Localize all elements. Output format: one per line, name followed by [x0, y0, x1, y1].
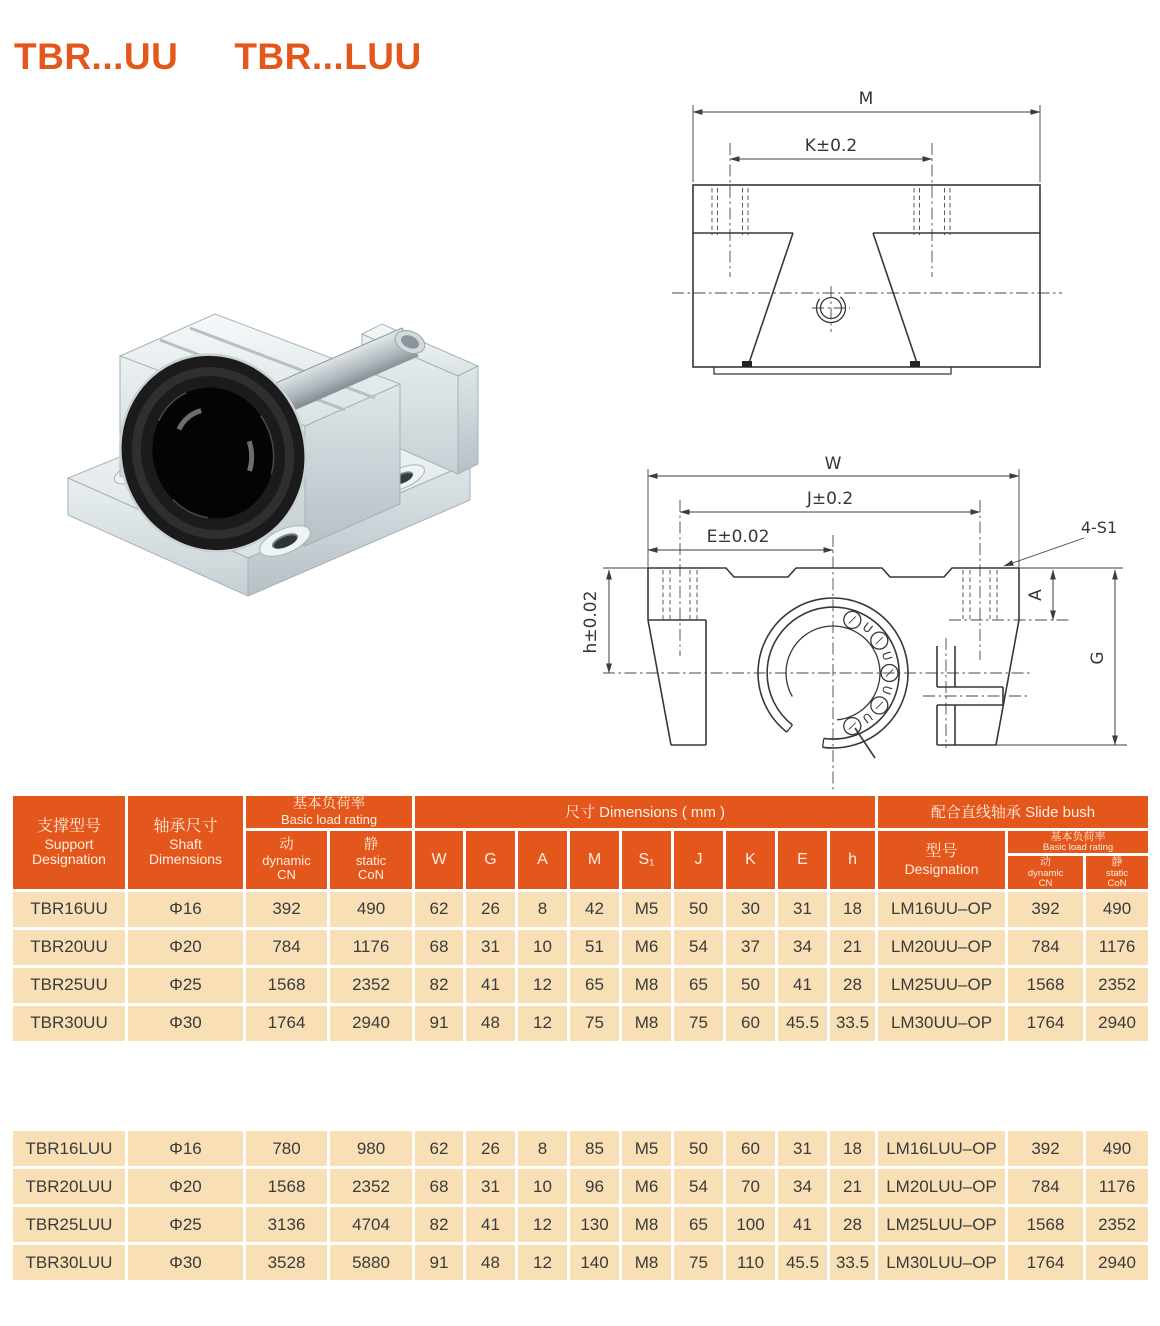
centerlines	[603, 500, 1072, 814]
table-cell: LM20LUU–OP	[877, 1168, 1007, 1206]
col-header-e: E	[777, 829, 829, 890]
table-cell: 68	[414, 1168, 465, 1206]
spec-table-uu	[10, 793, 1151, 1044]
col-header-dynamic: 动 dynamic CN	[245, 829, 329, 890]
table-cell: 100	[725, 1206, 777, 1244]
table-cell: 4704	[329, 1206, 414, 1244]
dim-label-s1: 4-S1	[1080, 518, 1118, 537]
table-cell: 48	[465, 1004, 517, 1042]
col-header-k: K	[725, 829, 777, 890]
table-cell: Φ16	[127, 890, 245, 928]
table-row	[12, 1004, 1150, 1042]
table-cell: 8	[517, 890, 569, 928]
table-cell: 1176	[329, 928, 414, 966]
table-cell: LM16UU–OP	[877, 890, 1007, 928]
table-cell: 41	[777, 966, 829, 1004]
table-cell: 54	[673, 1168, 725, 1206]
col-header-g: G	[465, 829, 517, 890]
dim-label-m: M	[858, 89, 874, 109]
table-cell: 2940	[1085, 1004, 1150, 1042]
col-header-static: 静 static CoN	[329, 829, 414, 890]
table-cell: 41	[465, 1206, 517, 1244]
table-cell: 33.5	[829, 1004, 877, 1042]
table-cell: 784	[245, 928, 329, 966]
table-cell: 3528	[245, 1244, 329, 1282]
hidden-hole-lines	[712, 188, 950, 235]
body-outline	[693, 185, 1040, 374]
table-cell: TBR30UU	[12, 1004, 127, 1042]
col-header-model: 型号 Designation	[877, 829, 1007, 890]
seal-glyph: U	[859, 619, 876, 637]
table-cell: 28	[829, 966, 877, 1004]
table-cell: M5	[621, 890, 673, 928]
table-cell: 12	[517, 1244, 569, 1282]
table-cell: Φ30	[127, 1244, 245, 1282]
dim-label-e: E±0.02	[706, 527, 770, 547]
seal-glyph: U	[859, 709, 876, 727]
table-cell: 18	[829, 890, 877, 928]
table-cell: 31	[465, 928, 517, 966]
table-cell: 60	[725, 1004, 777, 1042]
product-photo	[50, 216, 490, 621]
seal-glyph: U	[878, 649, 895, 663]
table-cell: 42	[569, 890, 621, 928]
table-cell: 50	[673, 890, 725, 928]
table-cell: 130	[569, 1206, 621, 1244]
dim-label-j: J±0.2	[806, 489, 854, 509]
table-cell: 1176	[1085, 1168, 1150, 1206]
spec-table-luu-wrap	[10, 1128, 1151, 1283]
table-cell: 75	[673, 1004, 725, 1042]
table-cell: 2940	[1085, 1244, 1150, 1282]
table-cell: 91	[414, 1244, 465, 1282]
table-cell: 10	[517, 1168, 569, 1206]
table-cell: 1764	[245, 1004, 329, 1042]
col-header-s1: S₁	[621, 829, 673, 890]
table-cell: 2352	[329, 1168, 414, 1206]
table-row	[12, 1206, 1150, 1244]
table-cell: 5880	[329, 1244, 414, 1282]
table-cell: 1568	[245, 1168, 329, 1206]
table-cell: 3136	[245, 1206, 329, 1244]
table-cell: 490	[1085, 1130, 1150, 1168]
table-cell: 392	[245, 890, 329, 928]
pillow-block-illustration	[50, 216, 490, 616]
table-cell: 140	[569, 1244, 621, 1282]
table-cell: 91	[414, 1004, 465, 1042]
hidden-hole-lines	[663, 570, 997, 619]
table-cell: 12	[517, 1004, 569, 1042]
table-cell: M5	[621, 1130, 673, 1168]
table-cell: 60	[725, 1130, 777, 1168]
table-cell: Φ20	[127, 928, 245, 966]
table-row	[12, 966, 1150, 1004]
table-cell: 2352	[1085, 1206, 1150, 1244]
table-row	[12, 928, 1150, 966]
table-cell: 70	[725, 1168, 777, 1206]
table-cell: Φ16	[127, 1130, 245, 1168]
table-cell: 82	[414, 1206, 465, 1244]
table-cell: 490	[329, 890, 414, 928]
table-cell: 75	[569, 1004, 621, 1042]
table-cell: 41	[777, 1206, 829, 1244]
table-cell: TBR20UU	[12, 928, 127, 966]
table-cell: 45.5	[777, 1244, 829, 1282]
table-cell: 31	[777, 890, 829, 928]
table-cell: 34	[777, 928, 829, 966]
table-cell: 82	[414, 966, 465, 1004]
table-cell: LM30LUU–OP	[877, 1244, 1007, 1282]
table-cell: 41	[465, 966, 517, 1004]
table-cell: 784	[1007, 1168, 1085, 1206]
col-header-m: M	[569, 829, 621, 890]
table-cell: 85	[569, 1130, 621, 1168]
table-cell: 31	[465, 1168, 517, 1206]
col-header-j: J	[673, 829, 725, 890]
col-header-support: 支撑型号 Support Designation	[12, 795, 127, 891]
dim-label-w: W	[824, 454, 842, 474]
table-cell: 18	[829, 1130, 877, 1168]
table-cell: 26	[465, 890, 517, 928]
col-header-dimensions: 尺寸 Dimensions ( mm )	[414, 795, 877, 830]
table-cell: 45.5	[777, 1004, 829, 1042]
top-view-drawing	[650, 85, 1125, 400]
table-cell: 1568	[1007, 966, 1085, 1004]
table-cell: 31	[777, 1130, 829, 1168]
table-cell: LM20UU–OP	[877, 928, 1007, 966]
table-cell: 75	[673, 1244, 725, 1282]
table-cell: 62	[414, 890, 465, 928]
dim-label-h: h±0.02	[581, 590, 601, 654]
table-cell: 780	[245, 1130, 329, 1168]
table-cell: 1176	[1085, 928, 1150, 966]
table-cell: 68	[414, 928, 465, 966]
table-cell: 54	[673, 928, 725, 966]
table-cell: M8	[621, 1004, 673, 1042]
table-cell: 65	[569, 966, 621, 1004]
col-header-slide-bush: 配合直线轴承 Slide bush	[877, 795, 1150, 830]
centerlines	[672, 143, 1062, 332]
table-cell: 65	[673, 966, 725, 1004]
page-title-right: TBR...LUU	[234, 36, 422, 77]
col-header-w: W	[414, 829, 465, 890]
page-title-left: TBR...UU	[14, 36, 179, 77]
table-cell: M6	[621, 928, 673, 966]
table-cell: 21	[829, 1168, 877, 1206]
table-cell: 2352	[1085, 966, 1150, 1004]
table-cell: 65	[673, 1206, 725, 1244]
dim-label-g: G	[1088, 651, 1108, 665]
table-cell: 980	[329, 1130, 414, 1168]
col-header-shaft: 轴承尺寸 Shaft Dimensions	[127, 795, 245, 891]
table-cell: M6	[621, 1168, 673, 1206]
spec-table-luu	[10, 1128, 1151, 1283]
table-cell: 21	[829, 928, 877, 966]
table-cell: 1568	[1007, 1206, 1085, 1244]
table-row	[12, 1168, 1150, 1206]
page-title	[14, 36, 422, 78]
table-cell: LM25LUU–OP	[877, 1206, 1007, 1244]
table-cell: 48	[465, 1244, 517, 1282]
seal-glyph: U	[878, 683, 895, 697]
dim-label-k: K±0.2	[804, 136, 858, 156]
table-cell: M8	[621, 1206, 673, 1244]
table-cell: 1764	[1007, 1004, 1085, 1042]
table-cell: M8	[621, 1244, 673, 1282]
table-cell: Φ25	[127, 966, 245, 1004]
table-cell: 2352	[329, 966, 414, 1004]
col-header-load-rating: 基本负荷率 Basic load rating	[245, 795, 414, 830]
table-cell: 10	[517, 928, 569, 966]
table-cell: TBR16LUU	[12, 1130, 127, 1168]
table-cell: 8	[517, 1130, 569, 1168]
table-cell: LM25UU–OP	[877, 966, 1007, 1004]
spec-table-uu-wrap	[10, 793, 1151, 1044]
table-cell: LM16LUU–OP	[877, 1130, 1007, 1168]
table-cell: 51	[569, 928, 621, 966]
table-row	[12, 1244, 1150, 1282]
table-cell: M8	[621, 966, 673, 1004]
table-cell: 12	[517, 1206, 569, 1244]
table-cell: 62	[414, 1130, 465, 1168]
table-cell: TBR16UU	[12, 890, 127, 928]
table-cell: 50	[673, 1130, 725, 1168]
table-cell: 50	[725, 966, 777, 1004]
table-cell: 28	[829, 1206, 877, 1244]
table-row	[12, 890, 1150, 928]
col-header-load-rating-small: 基本负荷率 Basic load rating	[1007, 829, 1150, 855]
table-body-luu	[12, 1130, 1150, 1282]
table-cell: TBR30LUU	[12, 1244, 127, 1282]
table-row	[12, 1130, 1150, 1168]
table-cell: 30	[725, 890, 777, 928]
table-cell: 96	[569, 1168, 621, 1206]
table-cell: 392	[1007, 1130, 1085, 1168]
front-view-drawing	[575, 442, 1160, 822]
table-cell: 26	[465, 1130, 517, 1168]
table-cell: TBR25LUU	[12, 1206, 127, 1244]
table-cell: 2940	[329, 1004, 414, 1042]
table-cell: 33.5	[829, 1244, 877, 1282]
table-cell: Φ20	[127, 1168, 245, 1206]
table-cell: 784	[1007, 928, 1085, 966]
table-cell: 12	[517, 966, 569, 1004]
table-cell: 392	[1007, 890, 1085, 928]
col-header-h: h	[829, 829, 877, 890]
table-cell: TBR20LUU	[12, 1168, 127, 1206]
table-cell: TBR25UU	[12, 966, 127, 1004]
table-cell: Φ25	[127, 1206, 245, 1244]
table-cell: 1568	[245, 966, 329, 1004]
col-header-dynamic-small: 动 dynamic CN	[1007, 855, 1085, 891]
table-cell: 490	[1085, 890, 1150, 928]
table-cell: 1764	[1007, 1244, 1085, 1282]
table-body-uu	[12, 890, 1150, 1042]
dim-label-a: A	[1026, 589, 1046, 601]
col-header-a: A	[517, 829, 569, 890]
table-cell: Φ30	[127, 1004, 245, 1042]
table-header	[12, 795, 1150, 891]
col-header-static-small: 静 static CoN	[1085, 855, 1150, 891]
table-cell: 110	[725, 1244, 777, 1282]
table-cell: 34	[777, 1168, 829, 1206]
table-cell: LM30UU–OP	[877, 1004, 1007, 1042]
table-cell: 37	[725, 928, 777, 966]
